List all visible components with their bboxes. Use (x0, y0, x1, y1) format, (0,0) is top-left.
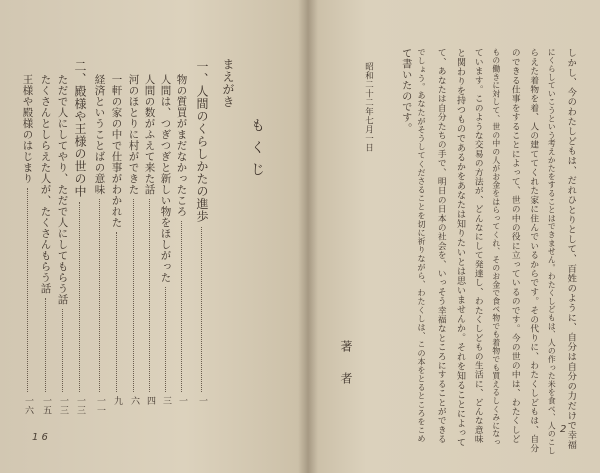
toc-entry: 物の質買がまだなかったころ (175, 74, 188, 217)
toc-entry: ただで人にしてやり、ただで人にしてもらう話 (56, 74, 69, 305)
toc-entry: 経済ということばの意味 (93, 74, 106, 195)
toc-page-number: 一三 (58, 396, 68, 415)
preface-line: しかし、今のわたしどもは、だれひとりとして、百姓のように、自分は自分の力だけで幸福 (565, 48, 577, 450)
toc-leader-dots (62, 309, 63, 392)
toc-leader-dots (116, 232, 117, 392)
toc-leader-dots (201, 227, 202, 393)
toc-entry: 王様や殿様のはじまり (21, 74, 34, 184)
toc-page-number: 一 (197, 396, 207, 406)
toc-leader-dots (99, 199, 100, 392)
toc-page-number: 四 (145, 396, 155, 406)
preface-line: と関わりを持つものであるかをあなたは知りたいとは思いませんか。それを知ることによって (455, 48, 465, 447)
toc-leader-dots (79, 202, 80, 393)
toc-leader-dots (181, 221, 182, 392)
preface-line: て書いたのです。 (399, 48, 411, 134)
toc-entry: 人間は、つぎつぎと新しい物をほしがった (159, 74, 172, 283)
toc-section-heading: 一、人間のくらしかたの進歩 (195, 60, 209, 223)
preface-line: て、あなたは自分たちの手で、明日の日本の社会を、いっそう幸福なところにすることができる (436, 48, 447, 444)
toc-page-number: 一六 (23, 396, 33, 415)
toc-leader-dots (133, 199, 134, 392)
preface-line: でしょう。あなたがそうしてくださることを切に祈りながら、わたくしは、この本をとるところをこめ (417, 48, 428, 444)
toc-leader-dots (165, 287, 166, 392)
left-page-number: 1 6 (32, 432, 48, 443)
toc-section-heading: 二、殿様や王様の世の中 (73, 60, 87, 198)
toc-page-number: 一一 (95, 396, 105, 415)
preface-line: ています。このような交易の方法が、どんなにして発達し、わたくしどもの生活に、どんな意味 (473, 48, 484, 444)
date-line: 昭和二十二年七月一日 (363, 62, 374, 152)
toc-title: もくじ (249, 118, 265, 184)
toc-entry: 人間の数がふえて来た話 (143, 74, 156, 195)
toc-entry: たくさんとしらえた人が、たくさんもらう話 (39, 74, 52, 294)
toc-page-number: 一 (177, 396, 187, 406)
toc-page-number: 一五 (41, 396, 51, 415)
preface-line: にくらしていこうという考えかたをすることはできません。わたくしどもは、人の作った米を食べ、人のこし (547, 48, 557, 455)
preface-line: もの働きに対して、世の中の人がお金をはらってくれ、そのお金で食べ物でも着物でも買えるしくみになっ (491, 48, 501, 447)
book-gutter (298, 0, 318, 473)
toc-page-number: 九 (112, 396, 122, 406)
toc-entry: 河のほとりに村ができた (127, 74, 140, 195)
toc-page-number: 三 (161, 396, 171, 406)
toc-leader-dots (27, 188, 28, 392)
preface-line: らえた着物を着、人の建ててくれた家に住んでいるからです。その代りに、わたくしどもは、自分 (528, 48, 539, 453)
toc-page-number: 六 (129, 396, 139, 406)
toc-entry: 一軒の家の中で仕事がわかれた (110, 74, 123, 228)
author-signature: 著者 (339, 340, 353, 404)
toc-leader-dots (45, 298, 46, 392)
preface-line: のできる仕事をすることによって、世の中の役に立っているのです。今の世の中は、わたくしど (510, 48, 521, 444)
toc-leader-dots (149, 199, 150, 392)
right-page-number: 2 (560, 424, 567, 435)
toc-page-number: 一三 (75, 396, 85, 415)
foreword-heading: まえがき (221, 58, 235, 108)
